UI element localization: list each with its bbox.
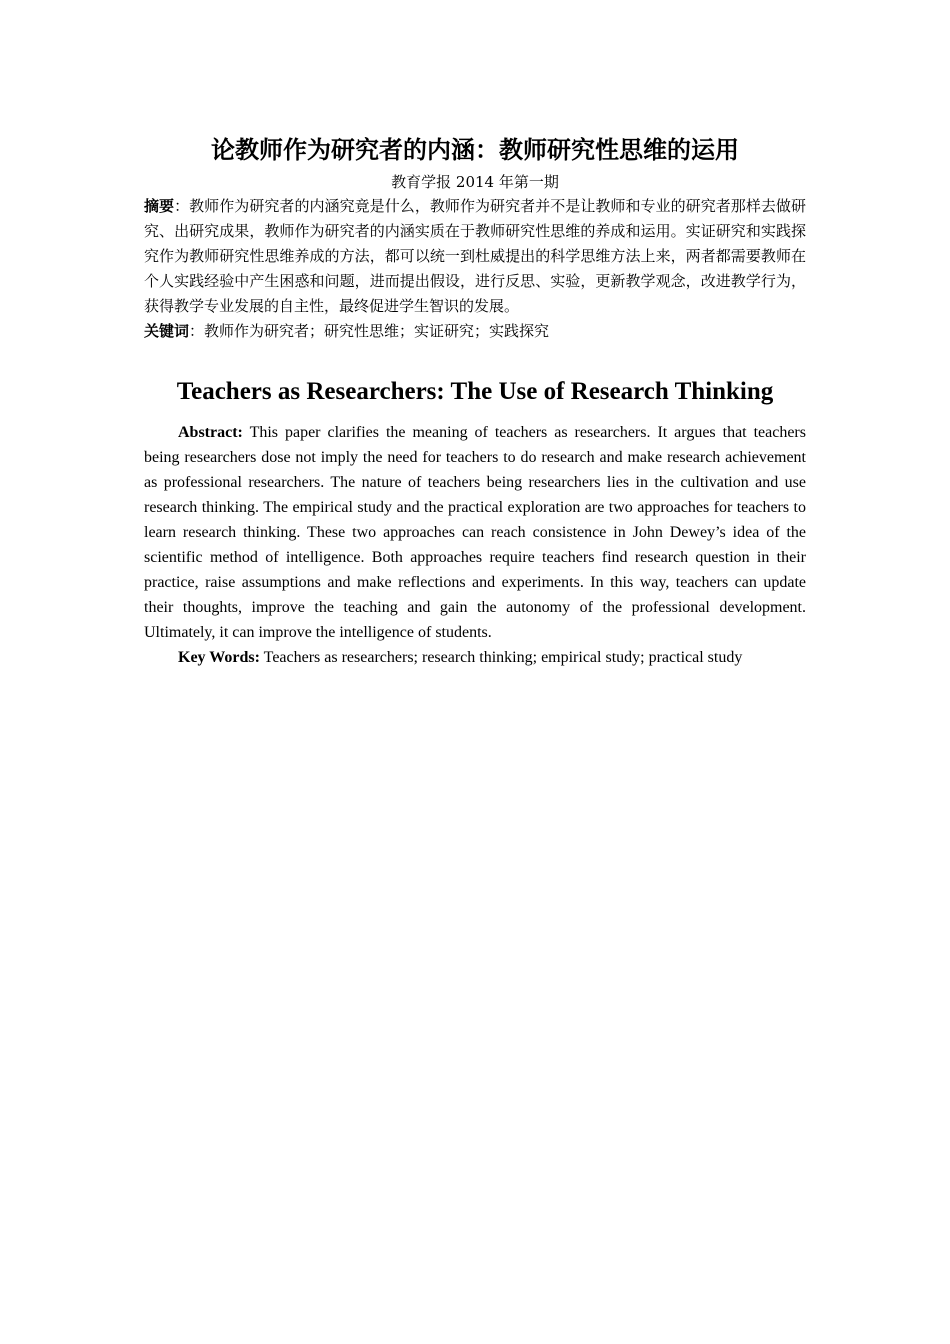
english-keywords-label: Key Words: xyxy=(178,649,260,666)
chinese-abstract-text: 教师作为研究者的内涵究竟是什么，教师作为研究者并不是让教师和专业的研究者那样去做研究、出研究成果，教师作为研究者的内涵实质在于教师研究性思维的养成和运用。实证研究和实践探究作为教师研究性思维养成的方法，都可以统一到杜威提出的科学思维方法上来，两者都需要教师在个人实践经验中产生困惑和问题，进而提出假设，进行反思、实验，更新教学观念，改进教学行为，获得教学专业发展的自主性，最终促进学生智识的发展。 xyxy=(144,197,806,315)
chinese-abstract-label: 摘要 xyxy=(144,197,175,215)
english-title: Teachers as Researchers: The Use of Research Thinking xyxy=(176,378,774,405)
paper-page xyxy=(144,130,806,670)
english-abstract-text: This paper clarifies the meaning of teachers as researchers. It argues that teachers being researchers dose not imply the need for teachers to do research and make research achievement as professional researchers. The nature of teachers being researchers lies in the cultivation and use research thinking. The empirical study and the practical exploration are two approaches for teachers to learn research thinking. These two approaches can reach consistence in John Dewey’s idea of the scientific method of intelligence. Both approaches require teachers find research question in their practice, raise assumptions and make reflections and experiments. In this way, teachers can update their thoughts, improve the teaching and gain the autonomy of the professional development. Ultimately, it can improve the intelligence of students. xyxy=(144,424,806,641)
chinese-keywords xyxy=(144,319,806,344)
chinese-keywords-label: 关键词 xyxy=(144,322,190,340)
chinese-keywords-separator: ： xyxy=(189,322,205,340)
chinese-title: 论教师作为研究者的内涵：教师研究性思维的运用 xyxy=(211,136,739,164)
chinese-keywords-text: 教师作为研究者；研究性思维；实证研究；实践探究 xyxy=(204,322,550,340)
english-abstract xyxy=(144,420,806,645)
english-abstract-label: Abstract: xyxy=(178,424,243,441)
journal-source: 教育学报 2014 年第一期 xyxy=(391,173,559,191)
english-keywords-text: Teachers as researchers; research thinking; empirical study; practical study xyxy=(263,649,743,666)
chinese-abstract xyxy=(144,194,806,319)
english-keywords xyxy=(144,645,806,670)
chinese-abstract-separator: ： xyxy=(174,197,190,215)
